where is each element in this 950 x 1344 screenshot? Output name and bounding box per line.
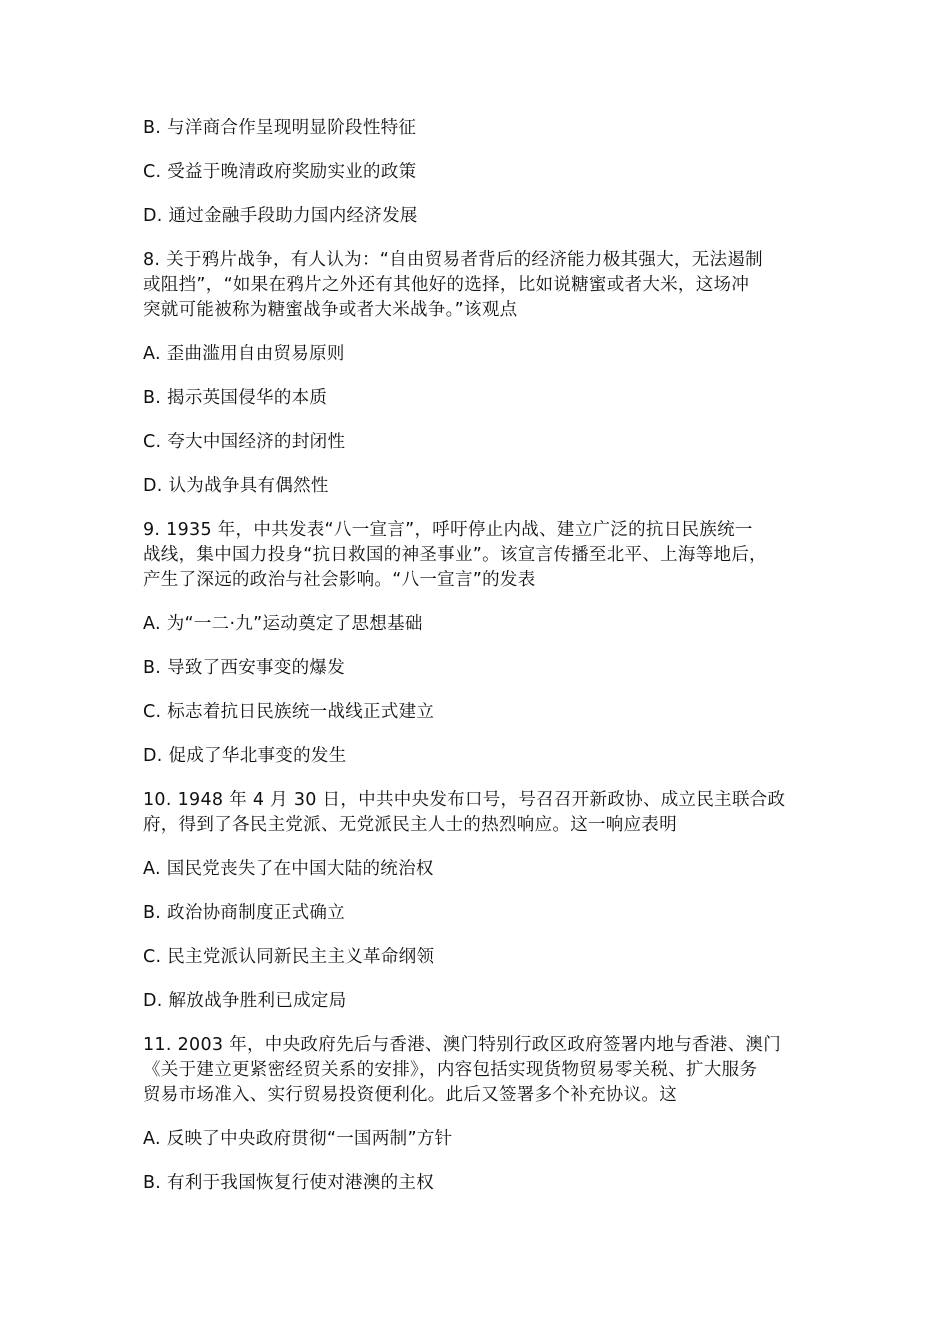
q11-option-b: B. 有利于我国恢复行使对港澳的主权 <box>143 1173 435 1193</box>
q8-stem-line-3: 突就可能被称为糖蜜战争或者大米战争。”该观点 <box>143 300 518 320</box>
q10-option-a: A. 国民党丧失了在中国大陆的统治权 <box>143 859 434 879</box>
q9-option-d: D. 促成了华北事变的发生 <box>143 746 347 766</box>
q10-option-b: B. 政治协商制度正式确立 <box>143 903 346 923</box>
q7-option-c: C. 受益于晚清政府奖励实业的政策 <box>143 162 417 182</box>
q11-stem-line-3: 贸易市场准入、实行贸易投资便利化。此后又签署多个补充协议。这 <box>143 1085 677 1105</box>
q8-option-c: C. 夸大中国经济的封闭性 <box>143 432 346 452</box>
q10-stem-line-1: 10. 1948 年 4 月 30 日，中共中央发布口号，号召召开新政协、成立民主联合政 <box>143 790 786 810</box>
q8-option-a: A. 歪曲滥用自由贸易原则 <box>143 344 345 364</box>
q8-option-d: D. 认为战争具有偶然性 <box>143 476 329 496</box>
q8-stem-line-1: 8. 关于鸦片战争，有人认为：“自由贸易者背后的经济能力极其强大，无法遏制 <box>143 250 763 270</box>
q9-option-b: B. 导致了西安事变的爆发 <box>143 658 346 678</box>
q10-option-d: D. 解放战争胜利已成定局 <box>143 991 347 1011</box>
q9-stem-line-3: 产生了深远的政治与社会影响。“八一宣言”的发表 <box>143 570 536 590</box>
q9-option-c: C. 标志着抗日民族统一战线正式建立 <box>143 702 435 722</box>
q11-stem-line-2: 《关于建立更紧密经贸关系的安排》，内容包括实现货物贸易零关税、扩大服务 <box>143 1060 758 1080</box>
q8-option-b: B. 揭示英国侵华的本质 <box>143 388 328 408</box>
q7-option-d: D. 通过金融手段助力国内经济发展 <box>143 206 418 226</box>
q9-option-a: A. 为“一二·九”运动奠定了思想基础 <box>143 614 423 634</box>
q8-stem-line-2: 或阻挡”，“如果在鸦片之外还有其他好的选择，比如说糖蜜或者大米，这场冲 <box>143 275 750 295</box>
q11-option-a: A. 反映了中央政府贯彻“一国两制”方针 <box>143 1129 453 1149</box>
q11-stem-line-1: 11. 2003 年，中央政府先后与香港、澳门特别行政区政府签署内地与香港、澳门 <box>143 1035 781 1055</box>
q7-option-b: B. 与洋商合作呈现明显阶段性特征 <box>143 118 417 138</box>
q9-stem-line-2: 战线，集中国力投身“抗日救国的神圣事业”。该宣言传播至北平、上海等地后， <box>143 545 767 565</box>
q9-stem-line-1: 9. 1935 年，中共发表“八一宣言”，呼吁停止内战、建立广泛的抗日民族统一 <box>143 520 753 540</box>
q10-option-c: C. 民主党派认同新民主主义革命纲领 <box>143 947 435 967</box>
q10-stem-line-2: 府，得到了各民主党派、无党派民主人士的热烈响应。这一响应表明 <box>143 815 677 835</box>
